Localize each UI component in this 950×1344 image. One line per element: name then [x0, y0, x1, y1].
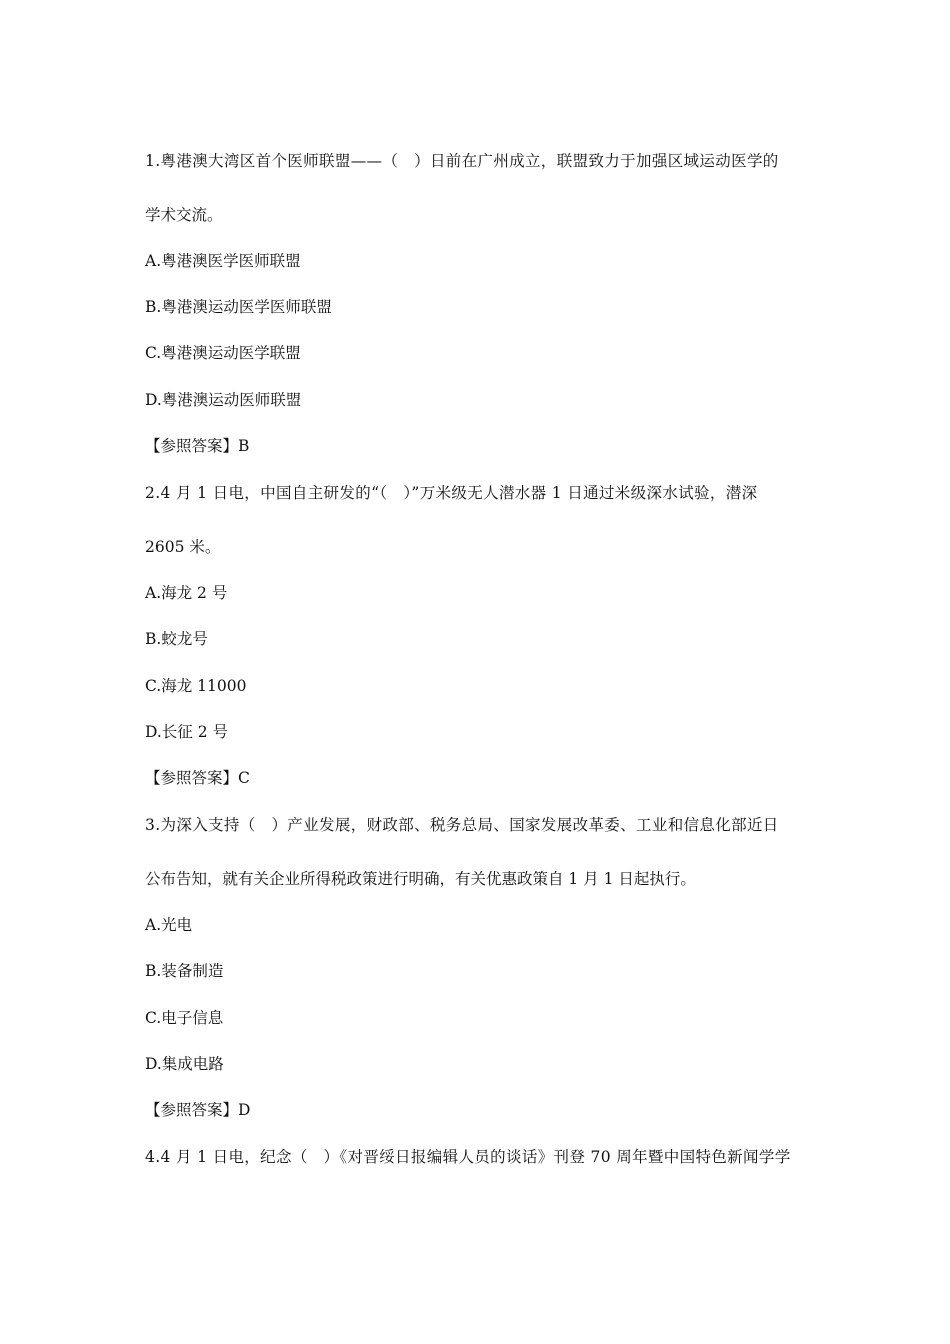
question-3-option-b: B.装备制造: [145, 962, 224, 980]
question-1-answer: 【参照答案】B: [145, 437, 250, 455]
question-1-option-b: B.粤港澳运动医学医师联盟: [145, 298, 332, 316]
question-2-option-d: D.长征 2 号: [145, 723, 229, 741]
question-3-option-c: C.电子信息: [145, 1009, 224, 1027]
question-2-option-c: C.海龙 11000: [145, 677, 247, 695]
question-1-option-a: A.粤港澳医学医师联盟: [145, 252, 301, 270]
question-1-stem-line-2: 学术交流。: [145, 206, 223, 224]
question-2-option-b: B.蛟龙号: [145, 630, 208, 648]
question-3-stem-line-2: 公布告知，就有关企业所得税政策进行明确，有关优惠政策自 1 月 1 日起执行。: [145, 870, 696, 888]
question-2-answer: 【参照答案】C: [145, 769, 250, 787]
question-4-stem-line-1: 4.4 月 1 日电，纪念（ ）《对晋绥日报编辑人员的谈话》刊登 70 周年暨中国特色新闻学学: [145, 1148, 791, 1166]
question-3-option-a: A.光电: [145, 916, 193, 934]
question-3-option-d: D.集成电路: [145, 1055, 224, 1073]
question-3-stem-line-1: 3.为深入支持（ ）产业发展，财政部、税务总局、国家发展改革委、工业和信息化部近日: [145, 816, 779, 834]
question-1-option-d: D.粤港澳运动医师联盟: [145, 391, 302, 409]
question-3-answer: 【参照答案】D: [145, 1101, 251, 1119]
question-1-stem-line-1: 1.粤港澳大湾区首个医师联盟——（ ）日前在广州成立，联盟致力于加强区域运动医学的: [145, 152, 779, 170]
question-2-stem-line-2: 2605 米。: [145, 538, 221, 556]
question-1-option-c: C.粤港澳运动医学联盟: [145, 344, 301, 362]
question-2-stem-line-1: 2.4 月 1 日电，中国自主研发的“（ ）”万米级无人潜水器 1 日通过米级深水试验，潜深: [145, 484, 758, 502]
question-2-option-a: A.海龙 2 号: [145, 584, 228, 602]
